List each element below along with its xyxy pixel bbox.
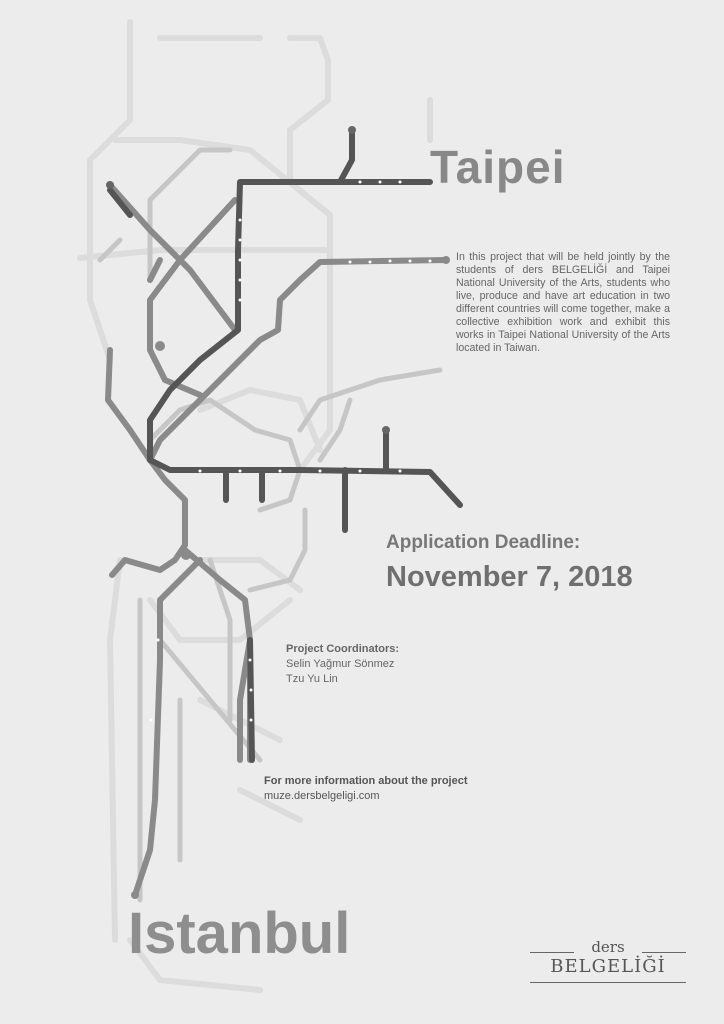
- city-title-istanbul: Istanbul: [128, 901, 351, 966]
- logo-rule: [642, 952, 686, 953]
- coordinator-name: Tzu Yu Lin: [286, 673, 338, 685]
- coordinator-name: Selin Yağmur Sönmez: [286, 658, 395, 670]
- ders-belgeligi-logo: [530, 938, 686, 992]
- info-block: [264, 774, 468, 804]
- deadline-date: November 7, 2018: [386, 561, 633, 593]
- project-description: In this project that will be held jointly by the students of ders BELGELİĞİ and Taipei National University of the Arts, students who live, produce and have art education in two different countries will come together, make a collective exhibition work and exhibit this works in Taipei National University of the Arts located in Taiwan.: [456, 251, 670, 354]
- coordinators-heading: Project Coordinators:: [286, 643, 400, 655]
- deadline-label: Application Deadline:: [386, 532, 581, 553]
- coordinators-block: [286, 642, 399, 687]
- info-heading: For more information about the project: [264, 775, 468, 787]
- city-title-taipei: Taipei: [430, 141, 566, 193]
- info-url-link[interactable]: muze.dersbelgeligi.com: [264, 790, 380, 802]
- logo-big-text: BELGELİĞİ: [550, 956, 666, 977]
- logo-rule: [530, 982, 686, 983]
- faint-lines: [80, 22, 430, 990]
- logo-small-text: ders: [591, 938, 625, 956]
